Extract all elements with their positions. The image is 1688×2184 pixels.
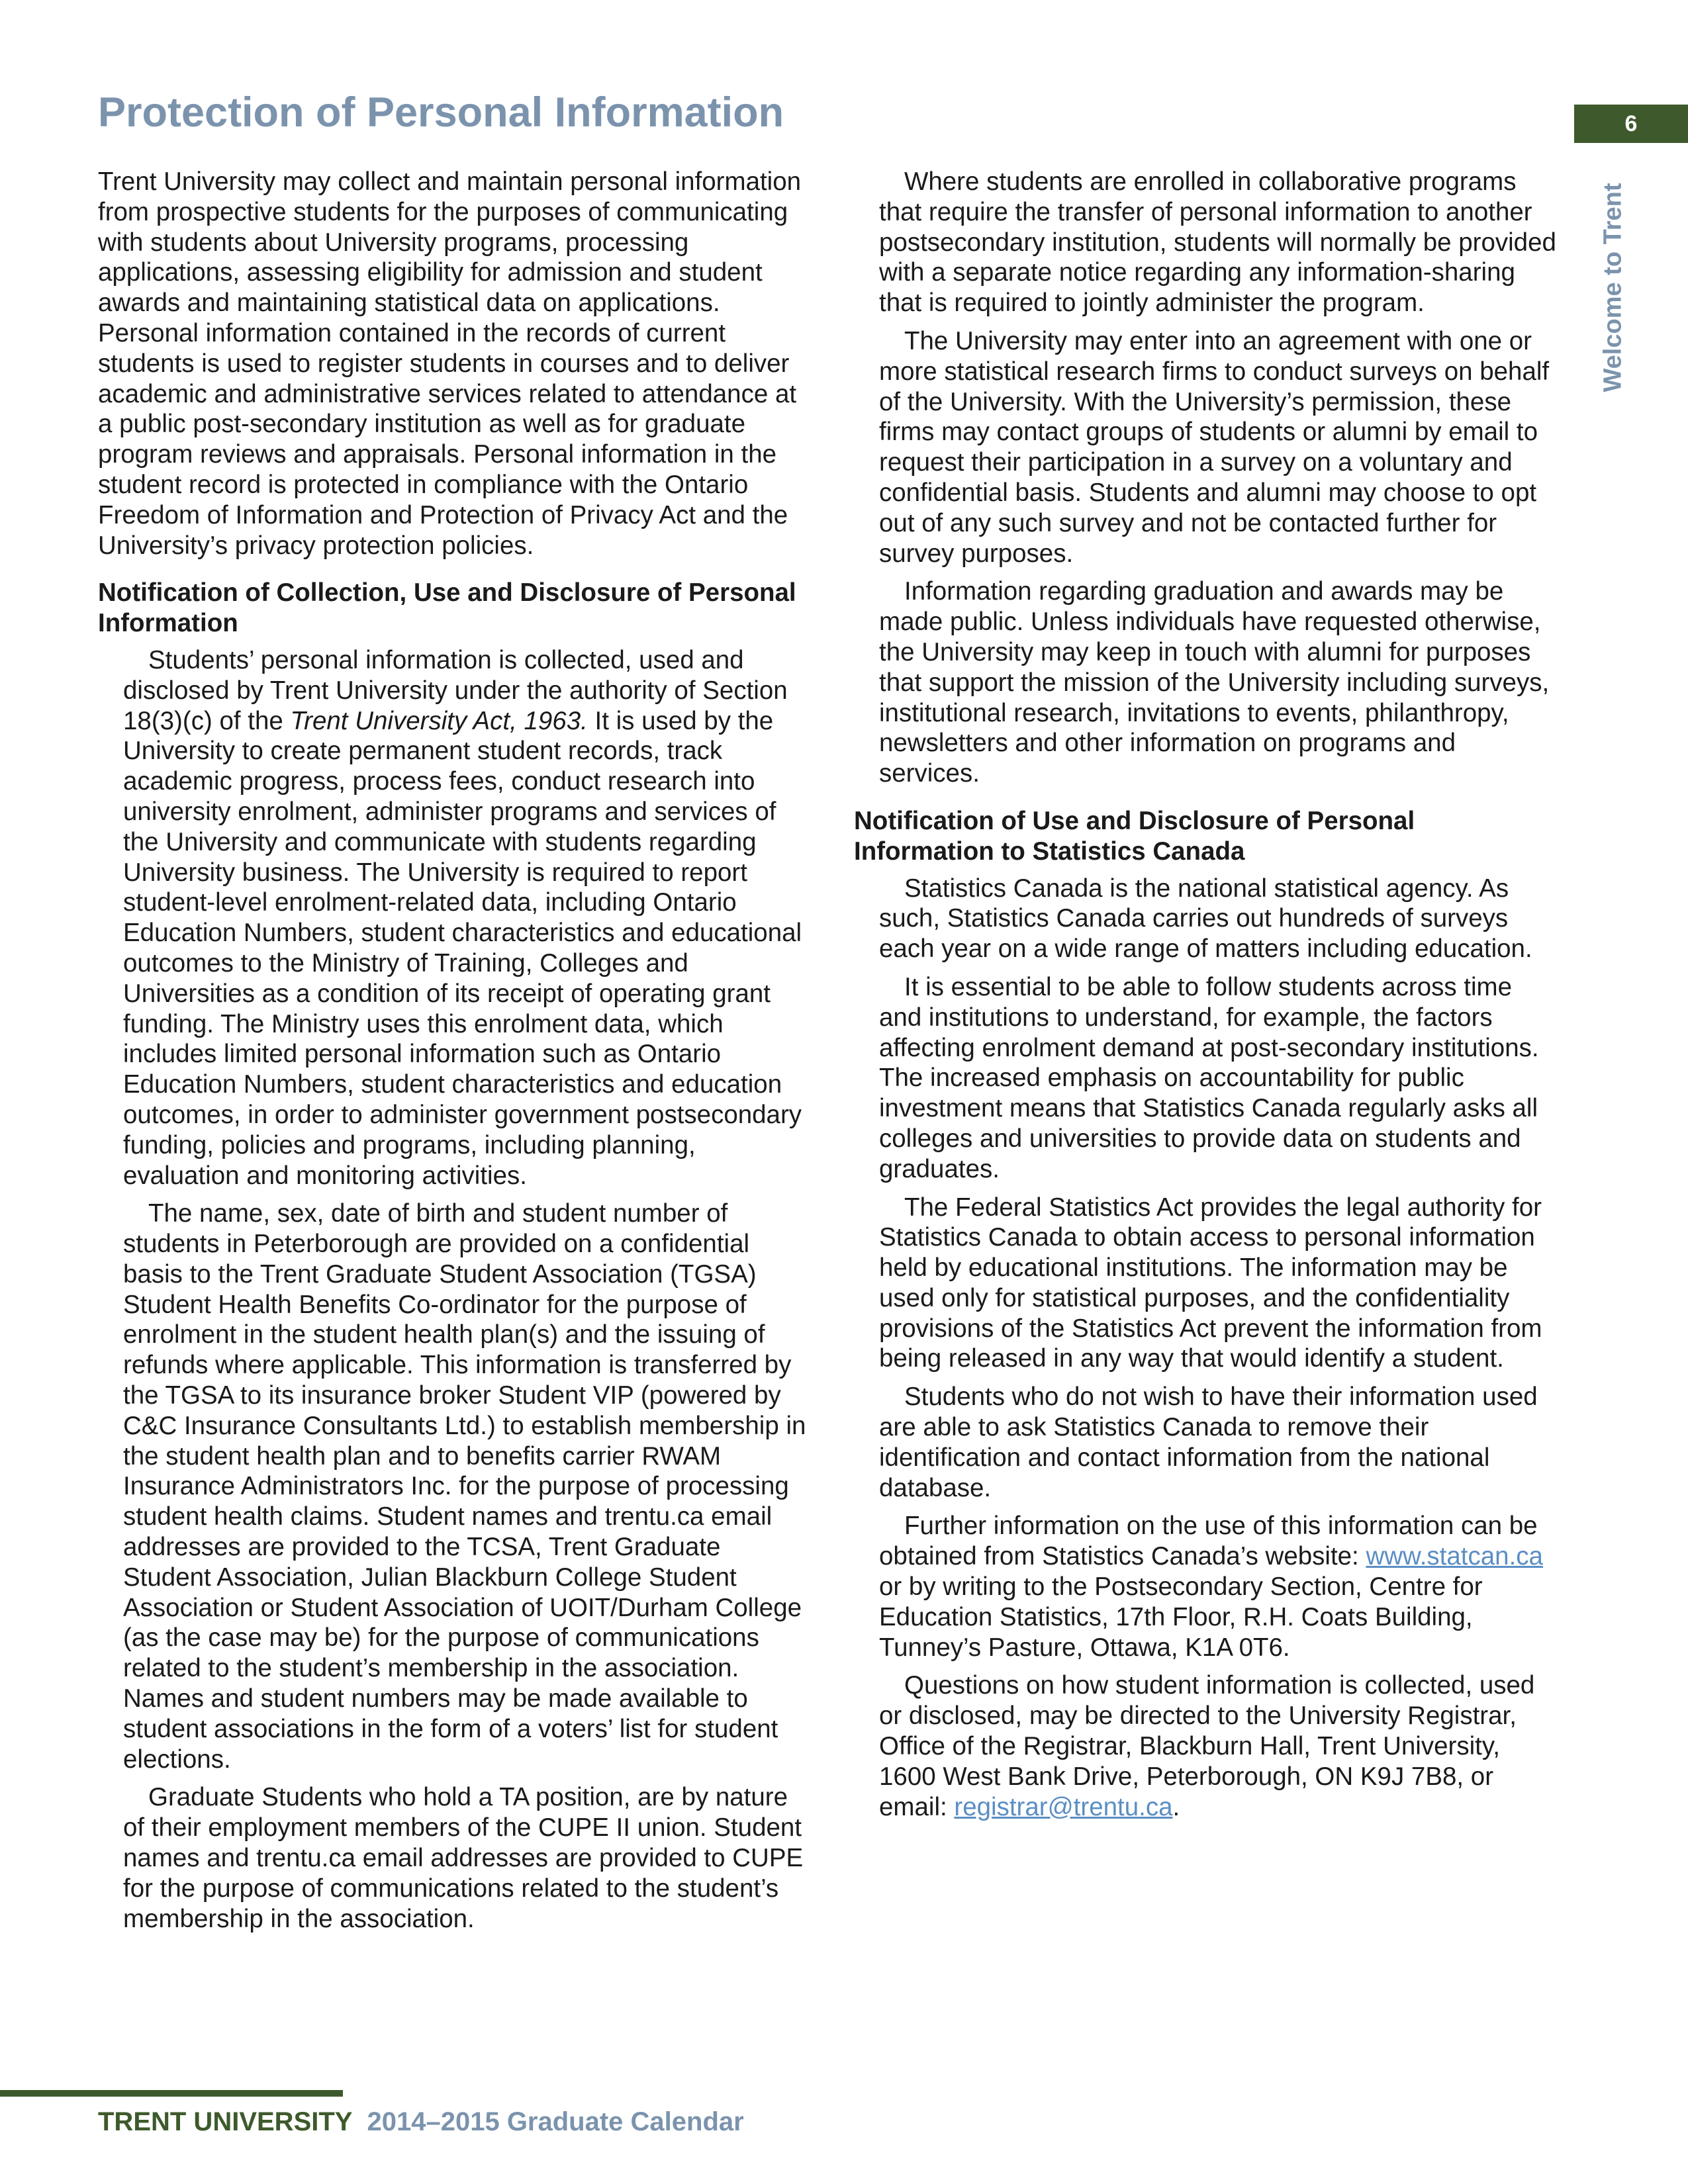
statcan-link[interactable]: www.statcan.ca [1366, 1542, 1543, 1571]
paragraph-statcan-agency: Statistics Canada is the national statistical agency. As such, Statistics Canada carries out hundreds of surveys each year on a wide range of matters including education. [879, 874, 1532, 964]
paragraph-text: . [1172, 1792, 1180, 1821]
footer-university: TRENT UNIVERSITY [98, 2107, 353, 2136]
paragraph-statistics-act: The Federal Statistics Act provides the legal authority for Statistics Canada to obtain access to personal information held by educational institutions. The information may be used only for statistical purposes, and the confidentiality provisions of the Statistics Act prevent the information from being released in any way that would identify a student. [879, 1193, 1542, 1373]
section-heading-collection: Notification of Collection, Use and Disclosure of Personal Information [98, 578, 796, 638]
paragraph-further-info [854, 1511, 1557, 1662]
intro-paragraph: Trent University may collect and maintain personal information from prospective students for the purposes of communicating with students about University programs, processing applications, assessing eligibility for admission and student awards and maintaining statistical data on applications. Personal information contained in the records of current students is used to register students in courses and to deliver academic and administrative services related to attendance at a public post-secondary institution as well as for graduate program reviews and appraisals. Personal information in the student record is protected in compliance with the Ontario Freedom of Information and Protection of Privacy Act and the University’s privacy protection policies. [98, 167, 802, 560]
page-number-tab [1574, 105, 1688, 143]
side-label-text: Welcome to Trent [1599, 182, 1627, 392]
paragraph-opt-out: Students who do not wish to have their information used are able to ask Statistics Canada to remove their identification and contact information from the national database. [879, 1383, 1538, 1502]
footer [98, 2107, 744, 2137]
paragraph-text: or by writing to the Postsecondary Section, Centre for Education Statistics, 17th Floor, R.H. Coats Building, Tunney’s Pasture, Ottawa, K1A 0T6. [879, 1572, 1483, 1662]
right-column [854, 167, 1557, 1830]
section-side-label [1593, 168, 1633, 406]
paragraph-text: Questions on how student information is collected, used or disclosed, may be directed to the University Registrar, Office of the Registrar, Blackburn Hall, Trent University, 1600 West Bank Drive, Peterborough, ON K9J 7B8, or email: [879, 1671, 1535, 1821]
page-number: 6 [1624, 111, 1638, 136]
paragraph-graduation: Information regarding graduation and awards may be made public. Unless individuals have requested otherwise, the University may keep in touch with alumni for purposes that support the mission of the University including surveys, institutional research, invitations to events, philanthropy, newsletters and other information on programs and services. [879, 577, 1550, 788]
left-column [98, 167, 806, 1942]
paragraph-text: Further information on the use of this information can be obtained from Statistics Canada’s website: [879, 1512, 1538, 1571]
footer-calendar: 2014–2015 Graduate Calendar [367, 2107, 744, 2136]
paragraph-collection [98, 645, 806, 1191]
paragraph-health-plan: The name, sex, date of birth and student number of students in Peterborough are provided on a confidential basis to the Trent Graduate Student Association (TGSA) Student Health Benefits Co-ordinator for the purpose of enrolment in the student health plan(s) and the issuing of refunds where applicable. This information is transferred by the TGSA to its insurance broker Student VIP (powered by C&C Insurance Consultants Ltd.) to establish membership in the student health plan and to benefits carrier RWAM Insurance Administrators Inc. for the purpose of processing student health claims. Student names and trentu.ca email addresses are provided to the TCSA, Trent Graduate Student Association, Julian Blackburn College Student Association or Student Association of UOIT/Durham College (as the case may be) for the purpose of communications related to the student’s membership in the association. Names and student numbers may be made available to student associations in the form of a voters’ list for student elections. [123, 1199, 806, 1774]
page-title: Protection of Personal Information [98, 89, 784, 136]
paragraph-follow-students: It is essential to be able to follow students across time and institutions to understand, for example, the factors affecting enrolment demand at post-secondary institutions. The increased emphasis on accountability for public investment means that Statistics Canada regularly asks all colleges and universities to provide data on students and graduates. [879, 972, 1539, 1183]
paragraph-cupe: Graduate Students who hold a TA position, are by nature of their employment members of the CUPE II union. Student names and trentu.ca email addresses are provided to CUPE for the purpose of communications related to the student’s membership in the association. [123, 1783, 804, 1933]
paragraph-text: It is used by the University to create permanent student records, track academic progress, process fees, conduct research into university enrolment, administer programs and services of the University and communicate with students regarding University business. The University is required to report student-level enrolment-related data, including Ontario Education Numbers, student characteristics and educational outcomes to the Ministry of Training, Colleges and Universities as a condition of its receipt of operating grant funding. The Ministry uses this enrolment data, which includes limited personal information such as Ontario Education Numbers, student characteristics and education outcomes, in order to administer government postsecondary funding, policies and programs, including planning, evaluation and monitoring activities. [123, 706, 802, 1190]
footer-rule [0, 2090, 343, 2097]
section-heading-statcan: Notification of Use and Disclosure of Personal Information to Statistics Canada [854, 806, 1415, 866]
paragraph-collaborative: Where students are enrolled in collaborative programs that require the transfer of personal information to another postsecondary institution, students will normally be provided with a separate notice regarding any information-sharing that is required to jointly administer the program. [879, 167, 1556, 318]
paragraph-text: Students’ personal information is collected, used and disclosed by Trent University under the authority of Section 18(3)(c) of the [123, 645, 788, 735]
paragraph-surveys: The University may enter into an agreement with one or more statistical research firms to conduct surveys on behalf of the University. With the University’s permission, these firms may contact groups of students or alumni by email to request their participation in a survey on a voluntary and confidential basis. Students and alumni may choose to opt out of any such survey and not be contacted further for survey purposes. [879, 326, 1550, 568]
paragraph-questions [854, 1670, 1557, 1822]
act-title: Trent University Act, 1963. [290, 706, 588, 735]
registrar-email-link[interactable]: registrar@trentu.ca [954, 1792, 1173, 1821]
